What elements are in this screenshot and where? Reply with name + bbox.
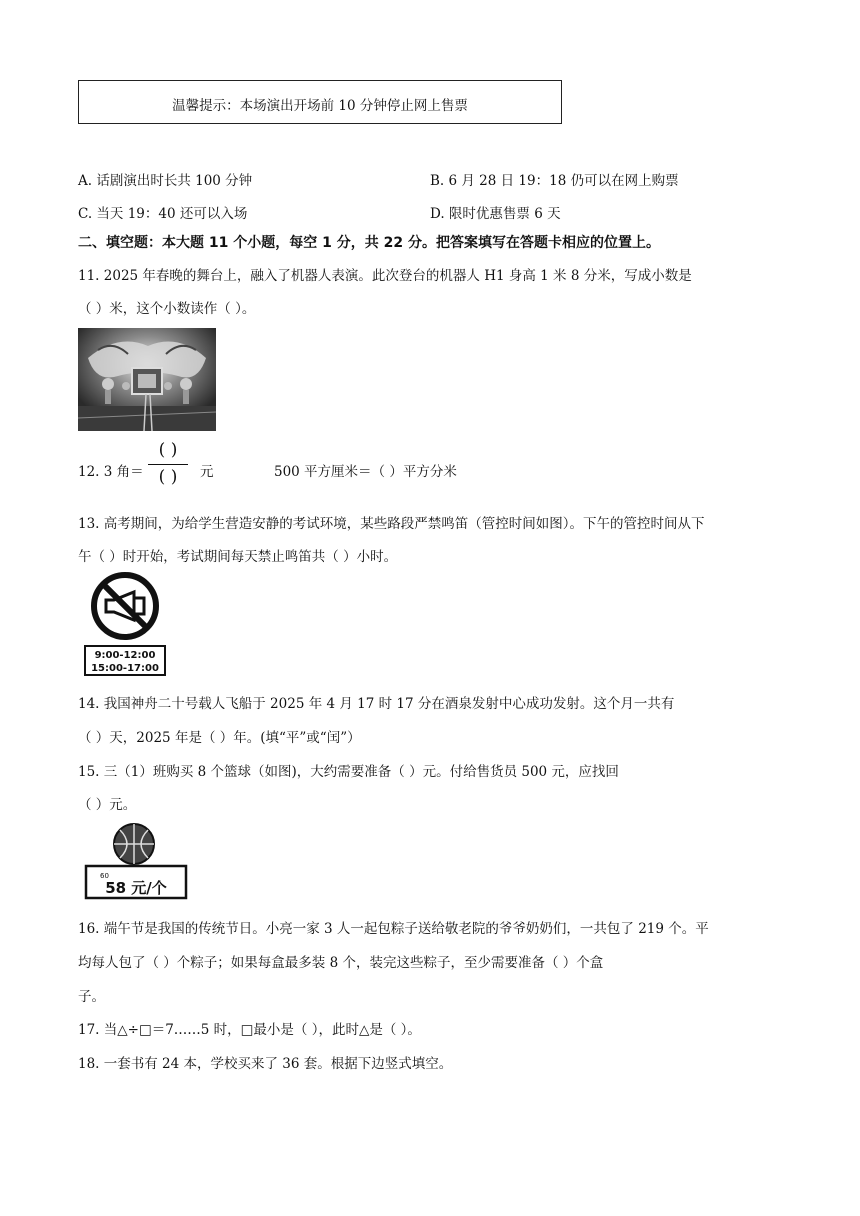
notice-box xyxy=(78,80,562,124)
q12-part2: 500 平方厘米＝（ ）平方分米 xyxy=(274,464,457,480)
no-honking-sign xyxy=(84,572,166,676)
option-d: D. 限时优惠售票 6 天 xyxy=(430,206,561,222)
sign-time-1: 9:00-12:00 xyxy=(94,650,156,661)
q16-line2: 均每人包了（ ）个粽子；如果每盒最多装 8 个，装完这些粽子，至少需要准备（ ）个盒 xyxy=(78,955,604,971)
q12-unit: 元 xyxy=(200,464,214,480)
q14-line1: 14. 我国神舟二十号载人飞船于 2025 年 4 月 17 时 17 分在酒泉发射中心成功发射。这个月一共有 xyxy=(78,696,675,712)
price-tag-price: 58 元/个 xyxy=(105,879,167,897)
q13-line1: 13. 高考期间，为给学生营造安静的考试环境，某些路段严禁鸣笛（管控时间如图）。下午的管控时间从下 xyxy=(78,516,705,532)
option-b: B. 6 月 28 日 19：18 仍可以在网上购票 xyxy=(430,173,679,189)
q11-line1: 11. 2025 年春晚的舞台上，融入了机器人表演。此次登台的机器人 H1 身高 1 米 8 分米，写成小数是 xyxy=(78,268,692,284)
price-tag-small: 60 xyxy=(100,872,109,880)
fraction-denominator: ( ) xyxy=(158,467,178,487)
section-heading: 二、填空题：本大题 11 个小题，每空 1 分，共 22 分。把答案填写在答题卡相应的位置上。 xyxy=(78,235,660,251)
fraction-blank xyxy=(142,440,194,490)
q14-line2: （ ）天，2025 年是（ ）年。(填“平”或“闰”） xyxy=(78,730,361,746)
option-a: A. 话剧演出时长共 100 分钟 xyxy=(78,173,253,189)
fraction-numerator: ( ) xyxy=(158,440,178,460)
option-c: C. 当天 19：40 还可以入场 xyxy=(78,206,248,222)
q11-line2: （ ）米，这个小数读作（ ）。 xyxy=(78,301,256,317)
robot-stage-photo xyxy=(78,328,216,431)
q12-prefix: 12. 3 角＝ xyxy=(78,464,144,480)
q15-line1: 15. 三（1）班购买 8 个篮球（如图)，大约需要准备（ ）元。付给售货员 500 元，应找回 xyxy=(78,764,619,780)
q16-line1: 16. 端午节是我国的传统节日。小亮一家 3 人一起包粽子送给敬老院的爷爷奶奶们，一共包了 219 个。平 xyxy=(78,921,709,937)
q17-text: 17. 当△÷□＝7……5 时，□最小是（ ），此时△是（ ）。 xyxy=(78,1022,421,1038)
fraction-bar xyxy=(148,464,188,465)
q16-line3: 子。 xyxy=(78,989,105,1005)
q18-text: 18. 一套书有 24 本，学校买来了 36 套。根据下边竖式填空。 xyxy=(78,1056,453,1072)
notice-text: 温馨提示：本场演出开场前 10 分钟停止网上售票 xyxy=(172,98,468,114)
q15-line2: （ ）元。 xyxy=(78,797,137,813)
sign-time-2: 15:00-17:00 xyxy=(91,663,159,674)
q13-line2: 午（ ）时开始，考试期间每天禁止鸣笛共（ ）小时。 xyxy=(78,549,398,565)
basketball-price-tag xyxy=(84,820,190,900)
